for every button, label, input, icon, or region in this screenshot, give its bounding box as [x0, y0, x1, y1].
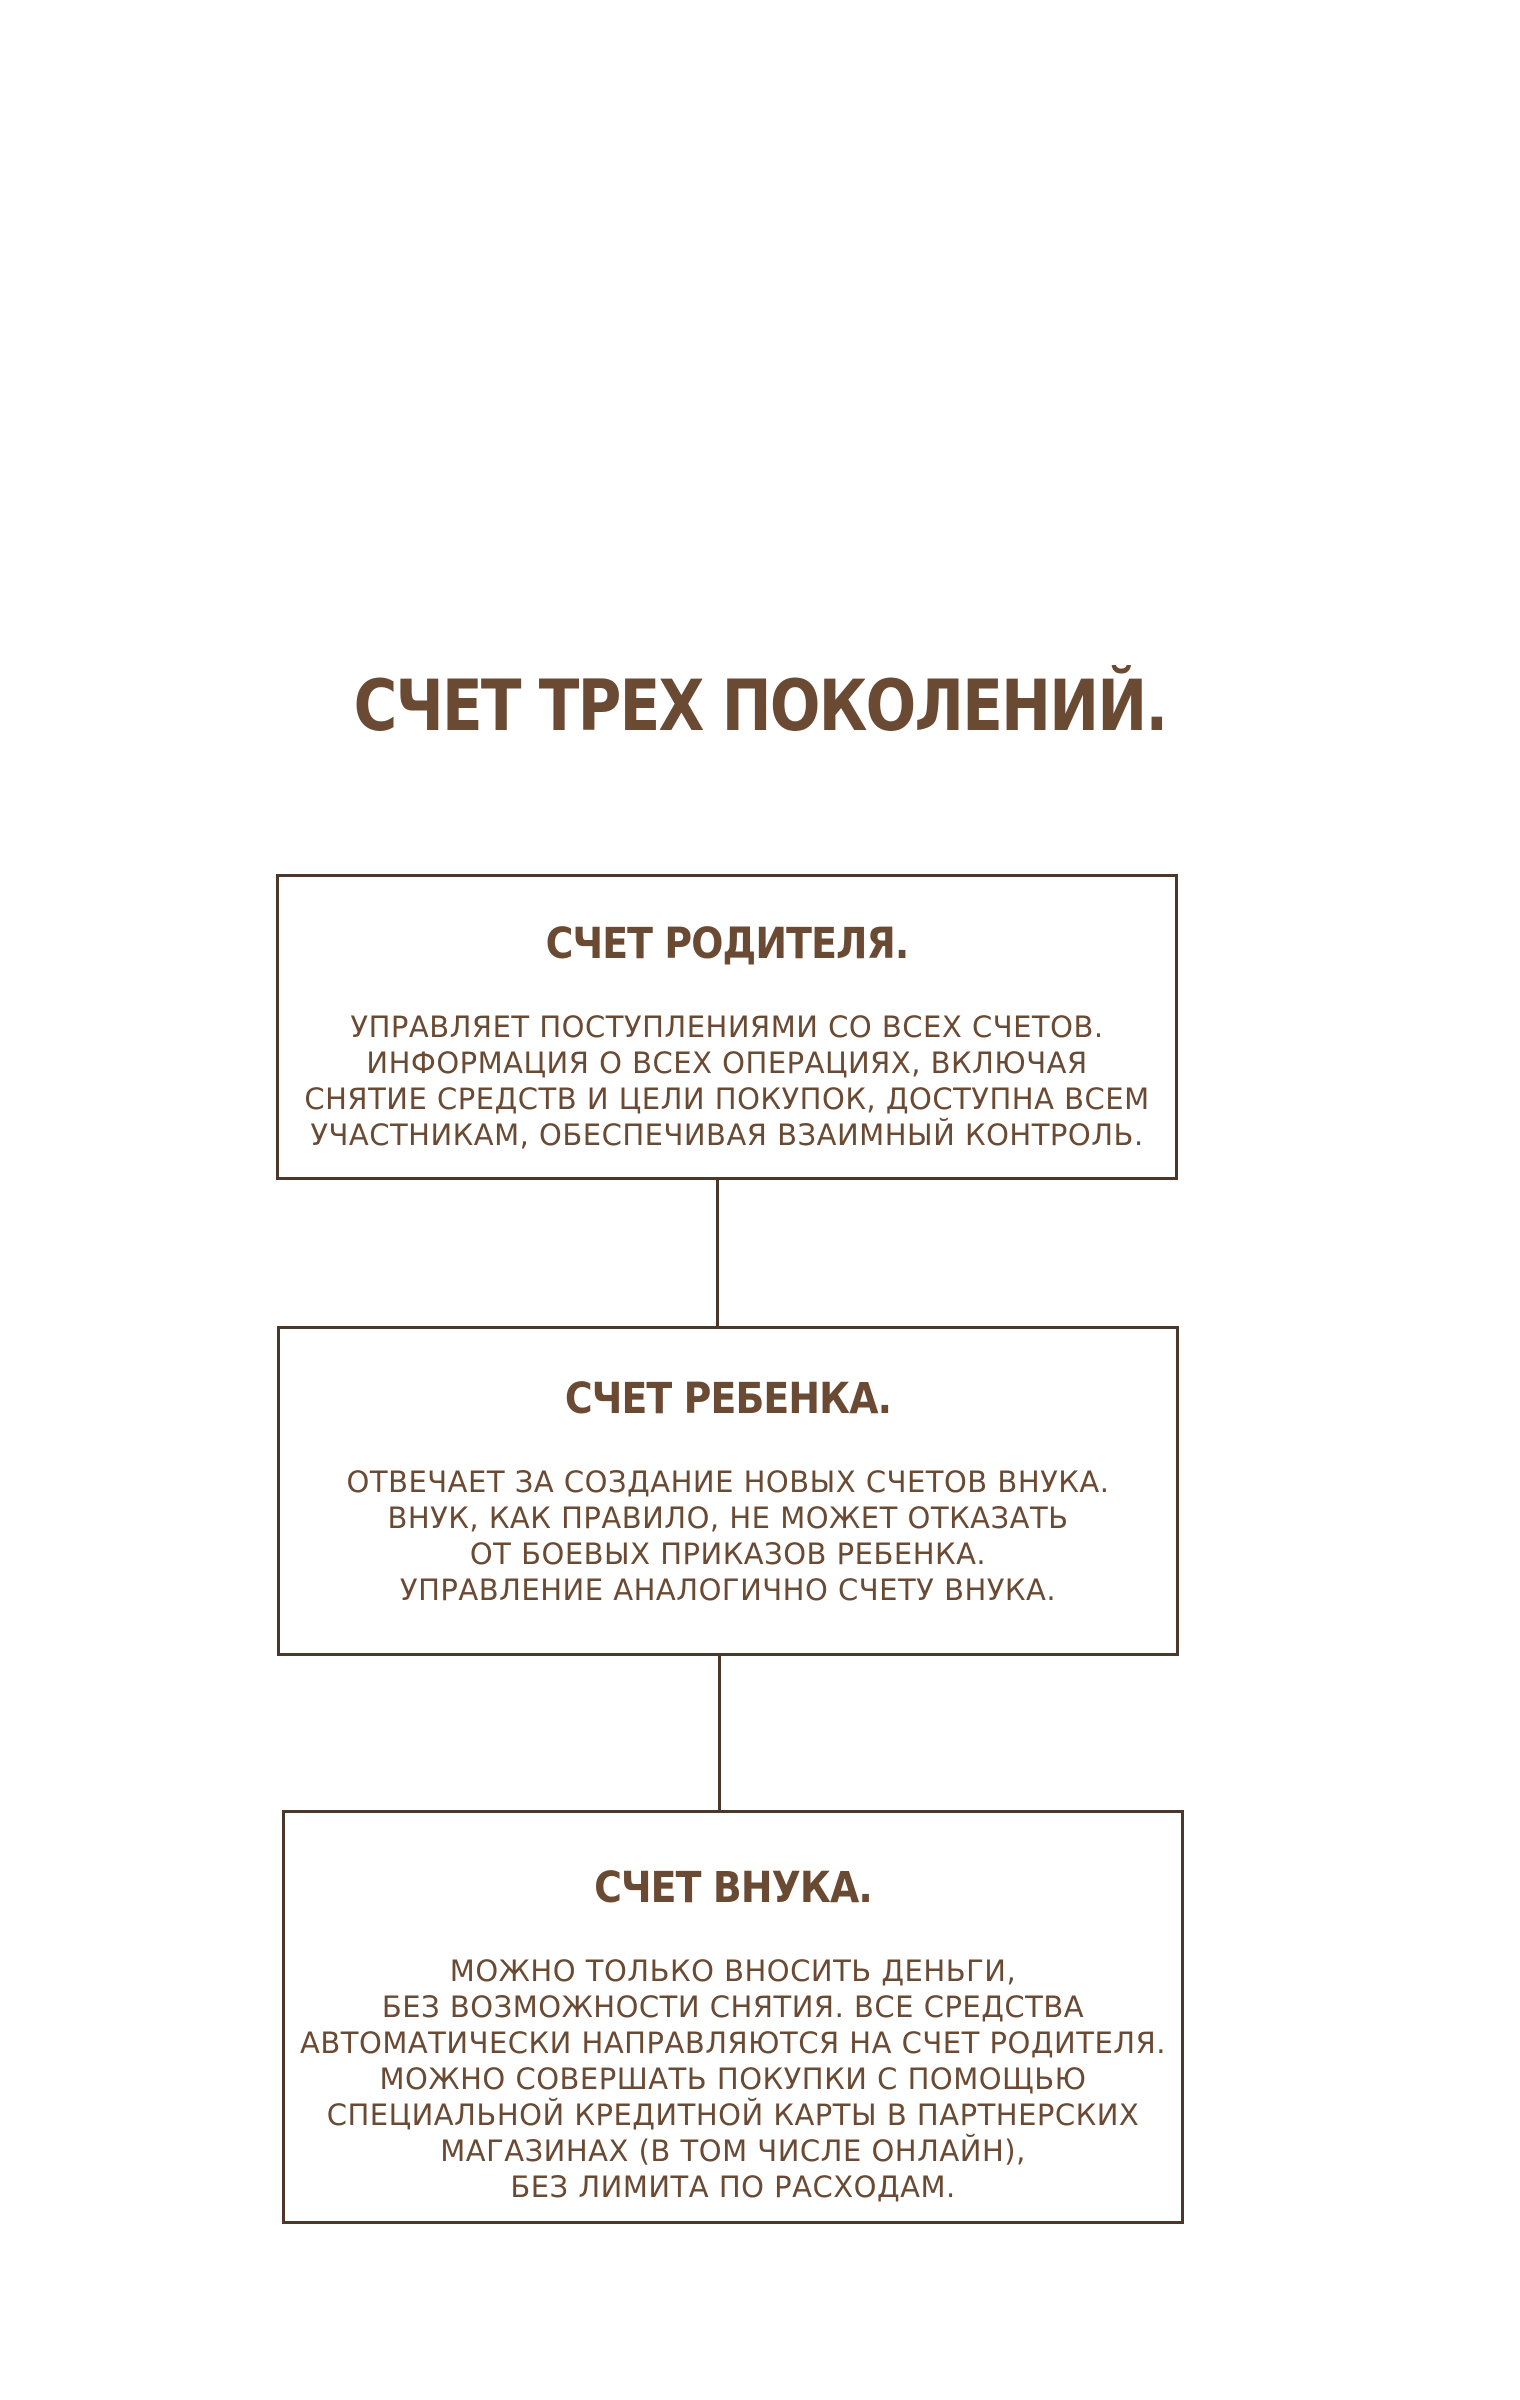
child-account-box: [277, 1326, 1179, 1656]
description-line: МОЖНО ТОЛЬКО ВНОСИТЬ ДЕНЬГИ,: [449, 1954, 1017, 1988]
description-line: БЕЗ ВОЗМОЖНОСТИ СНЯТИЯ. ВСЕ СРЕДСТВА: [381, 1990, 1085, 2024]
description-line: ОТВЕЧАЕТ ЗА СОЗДАНИЕ НОВЫХ СЧЕТОВ ВНУКА.: [346, 1465, 1110, 1499]
description-line: УПРАВЛЯЕТ ПОСТУПЛЕНИЯМИ СО ВСЕХ СЧЕТОВ.: [350, 1010, 1104, 1044]
description-line: СПЕЦИАЛЬНОЙ КРЕДИТНОЙ КАРТЫ В ПАРТНЕРСКИХ: [326, 2098, 1140, 2132]
description-line: БЕЗ ЛИМИТА ПО РАСХОДАМ.: [510, 2170, 956, 2204]
description-line: АВТОМАТИЧЕСКИ НАПРАВЛЯЮТСЯ НА СЧЕТ РОДИТЕЛЯ.: [300, 2026, 1166, 2060]
grandchild-account-box: [282, 1810, 1184, 2224]
grandchild-account-description: [285, 1953, 1181, 2205]
diagram-title: СЧЕТ ТРЕХ ПОКОЛЕНИЙ.: [353, 665, 1167, 747]
child-account-description: [280, 1464, 1176, 1608]
description-line: УПРАВЛЕНИЕ АНАЛОГИЧНО СЧЕТУ ВНУКА.: [399, 1573, 1057, 1607]
grandchild-account-title: СЧЕТ ВНУКА.: [594, 1863, 872, 1913]
parent-account-title: СЧЕТ РОДИТЕЛЯ.: [545, 919, 909, 969]
connector-line: [718, 1656, 721, 1810]
description-line: МАГАЗИНАХ (В ТОМ ЧИСЛЕ ОНЛАЙН),: [440, 2134, 1026, 2168]
description-line: СНЯТИЕ СРЕДСТВ И ЦЕЛИ ПОКУПОК, ДОСТУПНА ВСЕМ: [304, 1082, 1150, 1116]
connector-line: [716, 1180, 719, 1326]
parent-account-description: [279, 1009, 1175, 1153]
description-line: ВНУК, КАК ПРАВИЛО, НЕ МОЖЕТ ОТКАЗАТЬ: [387, 1501, 1069, 1535]
description-line: ОТ БОЕВЫХ ПРИКАЗОВ РЕБЕНКА.: [469, 1537, 987, 1571]
description-line: УЧАСТНИКАМ, ОБЕСПЕЧИВАЯ ВЗАИМНЫЙ КОНТРОЛЬ.: [310, 1118, 1144, 1152]
description-line: ИНФОРМАЦИЯ О ВСЕХ ОПЕРАЦИЯХ, ВКЛЮЧАЯ: [366, 1046, 1088, 1080]
parent-account-box: [276, 874, 1178, 1180]
description-line: МОЖНО СОВЕРШАТЬ ПОКУПКИ С ПОМОЩЬЮ: [379, 2062, 1087, 2096]
child-account-title: СЧЕТ РЕБЕНКА.: [564, 1374, 892, 1424]
